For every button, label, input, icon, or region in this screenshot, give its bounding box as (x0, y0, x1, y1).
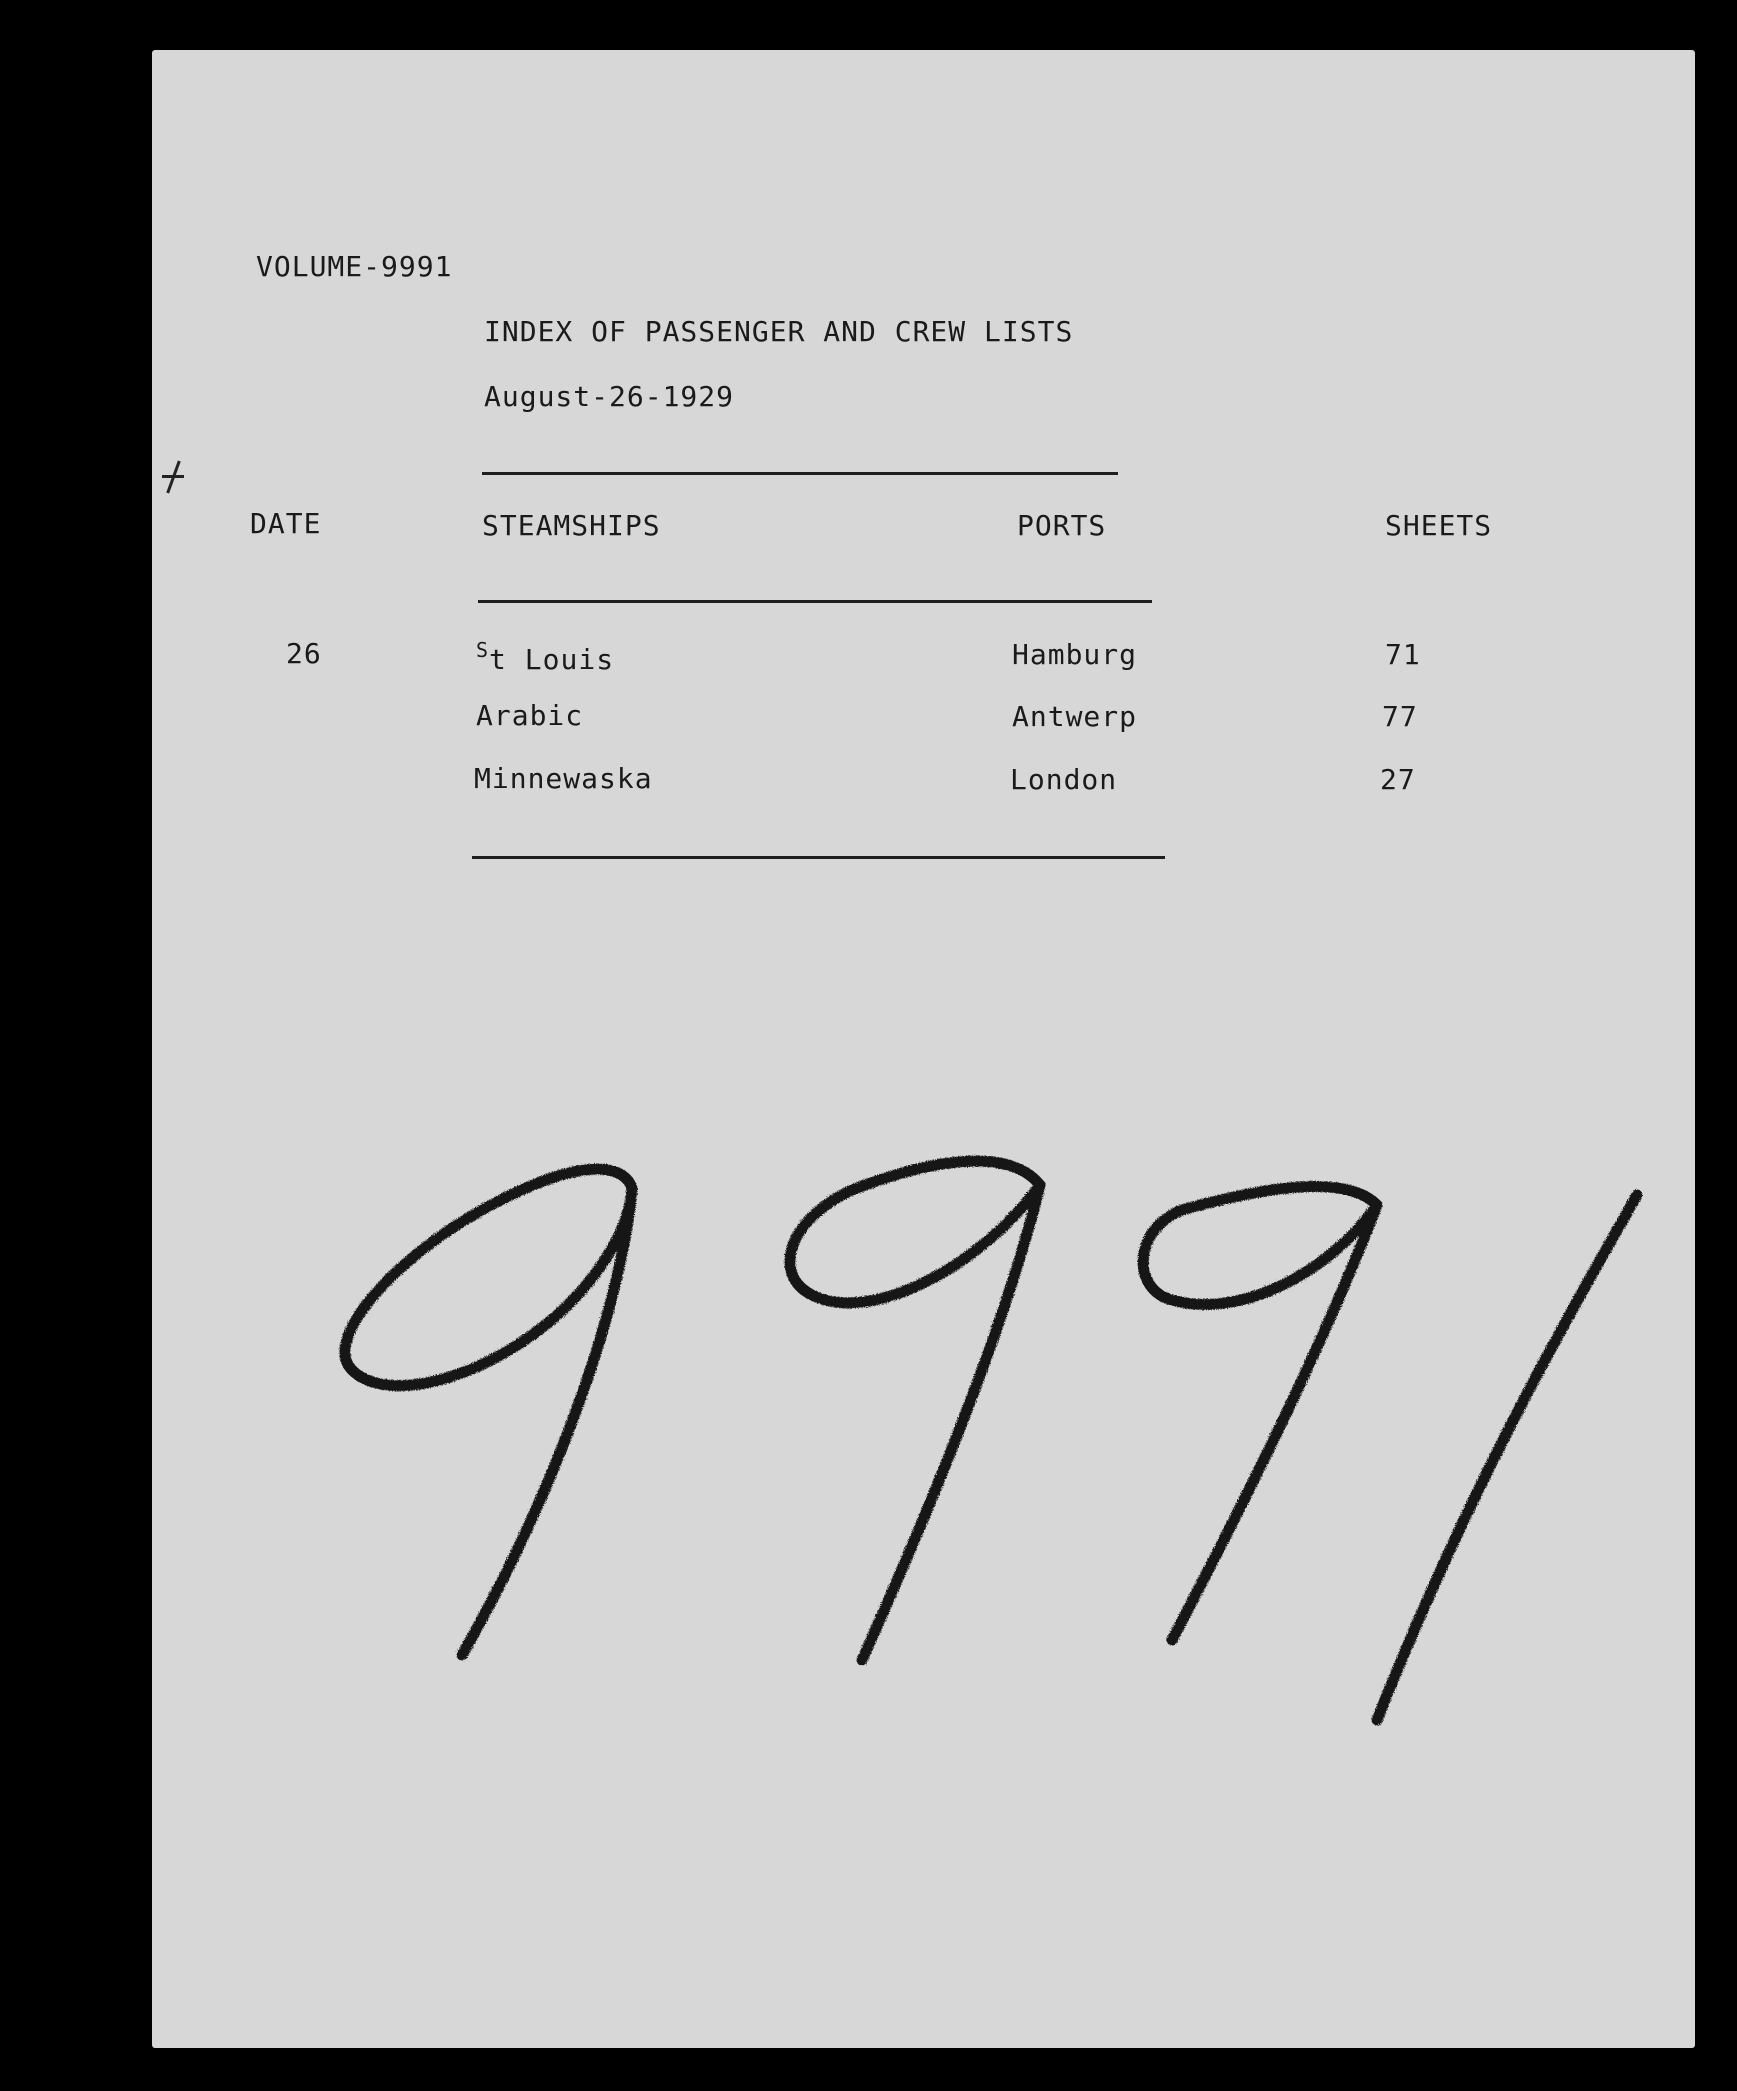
row3-port: London (1010, 763, 1118, 796)
row2-port: Antwerp (1012, 700, 1138, 733)
row1-steamship-name: t Louis (489, 643, 615, 676)
row1-sheets: 71 (1385, 638, 1421, 671)
digit-9-first (345, 1169, 632, 1655)
row3-sheets: 27 (1380, 763, 1416, 796)
row3-steamship: Minnewaska (474, 762, 653, 795)
volume-label: VOLUME-9991 (256, 250, 453, 283)
handwritten-number (152, 50, 1695, 2048)
date-line: August-26-1929 (484, 380, 735, 413)
row2-steamship: Arabic (476, 699, 584, 732)
header-date: DATE (250, 507, 322, 540)
header-steamships: STEAMSHIPS (482, 509, 661, 542)
row1-port: Hamburg (1012, 638, 1138, 671)
row1-steamship-prefix: S (476, 638, 490, 662)
digit-1 (1377, 1195, 1637, 1720)
document-title: INDEX OF PASSENGER AND CREW LISTS (484, 315, 1074, 348)
row2-sheets: 77 (1382, 700, 1418, 733)
row1-date: 26 (286, 637, 322, 670)
digit-9-second (790, 1161, 1040, 1660)
header-sheets: SHEETS (1385, 509, 1493, 542)
digit-9-third (1143, 1186, 1377, 1640)
header-ports: PORTS (1017, 509, 1107, 542)
document-page (152, 50, 1695, 2048)
